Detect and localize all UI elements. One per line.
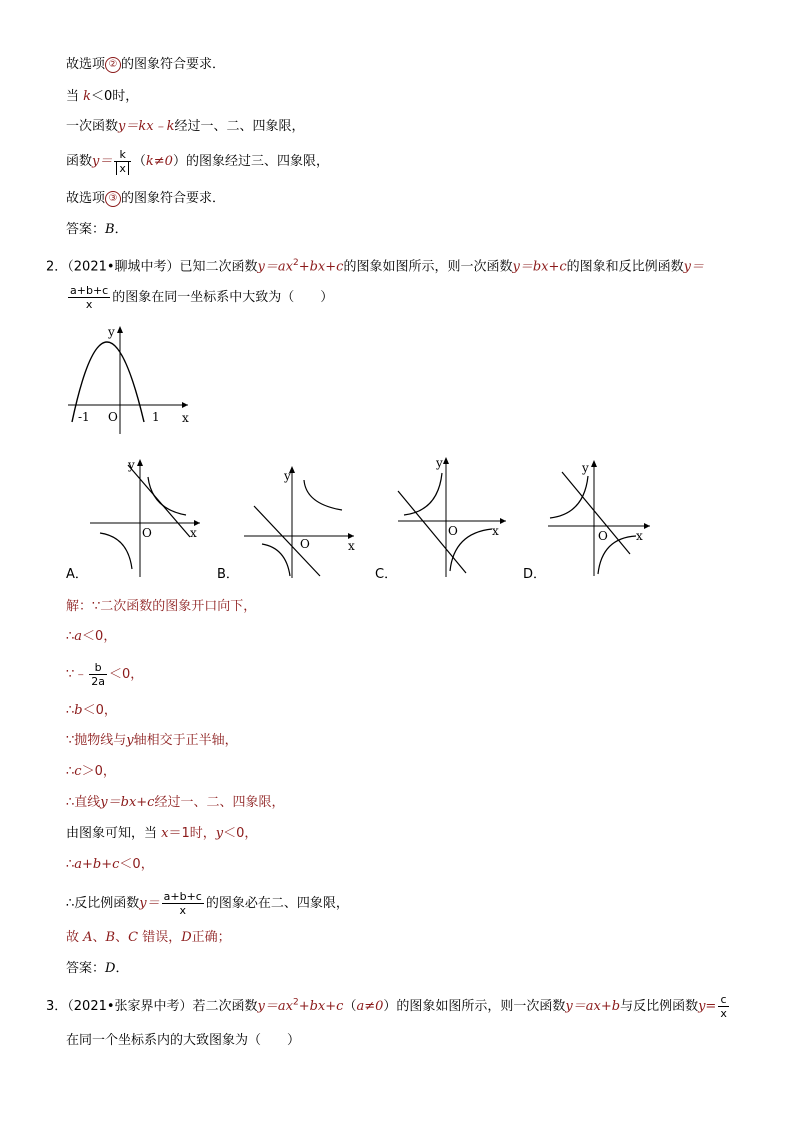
text: ）的图象经过三、四象限， <box>172 154 329 169</box>
x-label: x <box>492 524 499 538</box>
text: 故选项 <box>66 57 106 72</box>
question-3-line-2 <box>66 1032 300 1050</box>
solution-line <box>66 702 117 720</box>
question-3-line-1 <box>46 993 731 1020</box>
origin-label: O <box>108 410 118 424</box>
math: y＝ <box>683 259 705 275</box>
math: +bx+c <box>298 259 344 275</box>
text: （2021•张家界中考）若二次函数 <box>67 999 258 1014</box>
math: y= <box>698 999 717 1014</box>
tick-label-minus-1: -1 <box>78 410 90 424</box>
text: ∵抛物线与 <box>66 733 127 748</box>
text: ＜0时， <box>91 89 139 104</box>
origin-label: O <box>448 524 458 538</box>
text: ∴ <box>66 764 75 779</box>
option-a-graph <box>88 455 208 580</box>
text: ＜0， <box>119 857 154 872</box>
option-d-label[interactable]: D． <box>523 567 547 582</box>
math: a <box>74 629 83 644</box>
math: b <box>74 703 83 718</box>
math: D <box>181 930 192 945</box>
text-line <box>66 190 225 208</box>
text: ＜0， <box>223 826 258 841</box>
option-c-graph <box>394 453 514 580</box>
y-label: y <box>284 469 291 483</box>
text: ＜0， <box>82 703 117 718</box>
text: 答案： <box>66 222 106 237</box>
numerator: a+b+c <box>163 890 202 903</box>
text: 经过一、二、四象限， <box>154 795 285 810</box>
math: y＝ <box>92 154 113 169</box>
solution-line <box>66 856 154 874</box>
y-label: y <box>582 461 589 475</box>
text: （ <box>343 999 357 1014</box>
option-b-graph <box>240 460 362 580</box>
text: 正确； <box>191 930 231 945</box>
text: 轴相交于正半轴， <box>133 733 238 748</box>
math: y＝ <box>139 896 160 911</box>
text-line <box>66 88 138 106</box>
text-line <box>66 118 304 136</box>
text: ＞0， <box>81 764 116 779</box>
math: y＝bx+c <box>512 259 567 275</box>
text: 与反比例函数 <box>620 999 699 1014</box>
x-label: x <box>190 526 197 540</box>
superscript: 2 <box>292 997 299 1008</box>
math: c <box>74 764 82 779</box>
math: C <box>128 930 139 945</box>
text: 、 <box>115 930 129 945</box>
math: y＝ax <box>257 259 293 275</box>
circled-number: ③ <box>105 191 121 207</box>
solution-line <box>66 732 238 750</box>
text: ∴ <box>66 629 75 644</box>
text: ＜0， <box>82 629 117 644</box>
text: 的图象符合要求． <box>121 191 226 206</box>
text: （ <box>132 154 146 169</box>
math: k <box>83 89 92 104</box>
question-2-line-2 <box>66 284 333 311</box>
numerator: k <box>114 148 131 162</box>
text: 函数 <box>66 154 93 169</box>
math: y＝bx+c <box>100 795 155 810</box>
x-label: x <box>182 411 189 425</box>
x-label: x <box>348 539 355 553</box>
fraction <box>89 661 107 688</box>
answer-line <box>66 960 128 978</box>
math: a≠0 <box>356 999 384 1014</box>
origin-label: O <box>598 529 608 543</box>
text: 的图象如图所示，则一次函数 <box>343 259 513 275</box>
parabola-graph <box>64 322 194 437</box>
math: y＝ax <box>257 999 293 1014</box>
text: ∵﹣ <box>66 667 88 682</box>
math: y <box>126 733 134 748</box>
origin-label: O <box>300 537 310 551</box>
text: ∴ <box>66 703 75 718</box>
y-label: y <box>108 325 115 339</box>
text: 的图象符合要求． <box>121 57 226 72</box>
numerator: b <box>89 661 107 675</box>
text: ）的图象如图所示，则一次函数 <box>383 999 566 1014</box>
numerator: c <box>718 993 729 1007</box>
answer: D <box>105 961 116 976</box>
text: ． <box>115 961 129 976</box>
text: 经过一、二、四象限， <box>174 119 305 134</box>
math: k≠0 <box>145 154 173 169</box>
text: ∴ <box>66 857 75 872</box>
text: 、 <box>92 930 106 945</box>
text: ∴反比例函数 <box>66 896 140 911</box>
math: +bx+c <box>298 999 344 1014</box>
math: B <box>105 930 116 945</box>
math: x <box>161 826 169 841</box>
solution-line <box>66 794 284 812</box>
option-b-label[interactable]: B． <box>217 567 239 582</box>
superscript: 2 <box>292 258 299 268</box>
numerator: a+b+c <box>70 284 109 297</box>
question-number: 2． <box>46 259 68 275</box>
math: y <box>215 826 224 841</box>
answer-line <box>66 221 128 239</box>
denominator: x <box>179 904 186 917</box>
solution-line <box>66 661 143 688</box>
origin-label: O <box>142 526 152 540</box>
circled-number: ② <box>105 57 121 73</box>
abs-value: x <box>116 162 129 175</box>
denominator: x <box>720 1007 727 1020</box>
text: 解：∵二次函数的图象开口向下， <box>66 599 257 614</box>
text-line <box>66 56 225 74</box>
solution-line <box>66 825 257 843</box>
question-2-line-1 <box>46 254 704 276</box>
fraction <box>68 284 110 311</box>
solution-line <box>66 890 349 917</box>
text: 一次函数 <box>66 119 119 134</box>
text: ＝1时， <box>168 826 216 841</box>
text: ∴直线 <box>66 795 101 810</box>
x-label: x <box>636 529 643 543</box>
math: A <box>83 930 93 945</box>
text: ＜0， <box>109 667 144 682</box>
option-d-graph <box>546 458 656 580</box>
y-label: y <box>436 456 443 470</box>
solution-line <box>66 598 256 616</box>
question-number: 3． <box>46 999 68 1014</box>
text: 的图象和反比例函数 <box>566 259 684 275</box>
solution-line <box>66 929 231 947</box>
text: 的图象必在二、四象限， <box>205 896 349 911</box>
option-c-label[interactable]: C． <box>375 567 398 582</box>
tick-label-1: 1 <box>152 410 160 424</box>
text: 的图象在同一坐标系中大致为（ ） <box>112 290 334 305</box>
math: a+b+c <box>74 857 120 872</box>
y-label: y <box>128 458 135 472</box>
text: 故选项 <box>66 191 106 206</box>
text: 在同一个坐标系内的大致图象为（ ） <box>66 1033 301 1048</box>
denominator: x <box>85 298 93 311</box>
text: 错误， <box>138 930 182 945</box>
solution-line <box>66 628 116 646</box>
text-line <box>66 148 329 175</box>
denominator <box>114 162 131 175</box>
math: y＝ax+b <box>565 999 621 1014</box>
fraction <box>718 993 729 1020</box>
text: ． <box>114 222 128 237</box>
answer: B <box>105 222 115 237</box>
text: 故 <box>66 930 84 945</box>
text: 由图象可知，当 <box>66 826 162 841</box>
text: 答案： <box>66 961 106 976</box>
denominator: 2a <box>91 675 106 688</box>
fraction <box>162 890 204 917</box>
solution-line <box>66 763 116 781</box>
text: 当 <box>66 89 84 104</box>
math: y＝kx﹣k <box>118 119 175 134</box>
text: （2021•聊城中考）已知二次函数 <box>67 259 258 275</box>
fraction <box>114 148 131 175</box>
option-a-label[interactable]: A． <box>66 567 88 582</box>
